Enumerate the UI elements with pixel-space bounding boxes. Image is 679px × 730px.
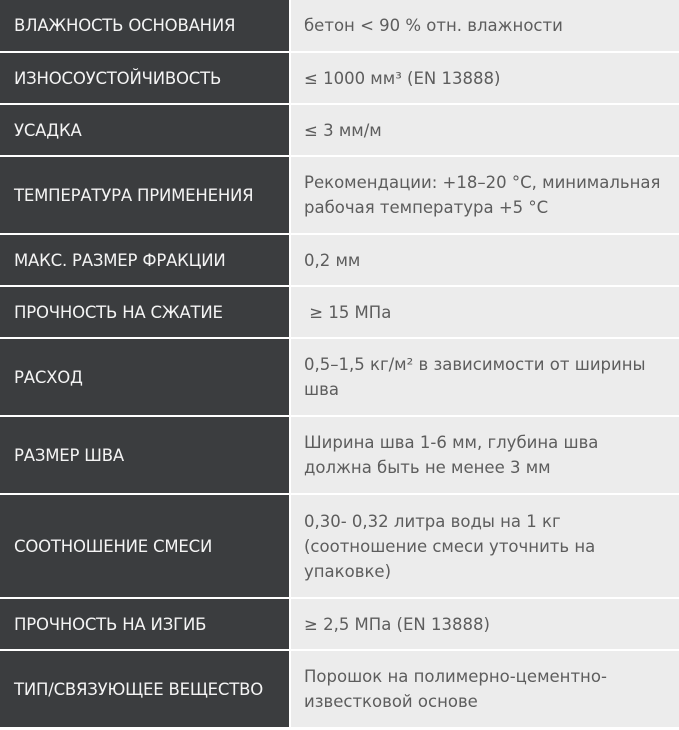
table-row	[0, 338, 679, 416]
table-row	[0, 650, 679, 728]
spec-value-wear-resistance: ≤ 1000 мм³ (EN 13888)	[290, 52, 679, 104]
spec-label-wear-resistance: ИЗНОСОУСТОЙЧИВОСТЬ	[0, 52, 290, 104]
spec-value-shrinkage: ≤ 3 мм/м	[290, 104, 679, 156]
spec-value-application-temperature: Рекомендации: +18–20 °C, минимальная рабочая температура +5 °C	[290, 156, 679, 234]
spec-label-flexural-strength: ПРОЧНОСТЬ НА ИЗГИБ	[0, 598, 290, 650]
spec-label-application-temperature: ТЕМПЕРАТУРА ПРИМЕНЕНИЯ	[0, 156, 290, 234]
table-row	[0, 416, 679, 494]
spec-label-consumption: РАСХОД	[0, 338, 290, 416]
table-row	[0, 156, 679, 234]
spec-value-consumption: 0,5–1,5 кг/м² в зависимости от ширины шва	[290, 338, 679, 416]
spec-value-compressive-strength: ≥ 15 МПа	[290, 286, 679, 338]
table-row	[0, 286, 679, 338]
spec-label-max-fraction-size: МАКС. РАЗМЕР ФРАКЦИИ	[0, 234, 290, 286]
spec-label-joint-size: РАЗМЕР ШВА	[0, 416, 290, 494]
spec-value-substrate-humidity: бетон < 90 % отн. влажности	[290, 0, 679, 52]
table-row	[0, 52, 679, 104]
spec-label-binder-type: ТИП/СВЯЗУЮЩЕЕ ВЕЩЕСТВО	[0, 650, 290, 728]
table-row	[0, 0, 679, 52]
table-row	[0, 598, 679, 650]
spec-label-mixing-ratio: СООТНОШЕНИЕ СМЕСИ	[0, 494, 290, 598]
spec-label-compressive-strength: ПРОЧНОСТЬ НА СЖАТИЕ	[0, 286, 290, 338]
table-row	[0, 494, 679, 598]
spec-value-binder-type: Порошок на полимерно-цементно-известковой основе	[290, 650, 679, 728]
spec-value-flexural-strength: ≥ 2,5 МПа (EN 13888)	[290, 598, 679, 650]
spec-value-max-fraction-size: 0,2 мм	[290, 234, 679, 286]
table-row	[0, 234, 679, 286]
spec-value-joint-size: Ширина шва 1-6 мм, глубина шва должна быть не менее 3 мм	[290, 416, 679, 494]
spec-label-shrinkage: УСАДКА	[0, 104, 290, 156]
spec-value-mixing-ratio: 0,30- 0,32 литра воды на 1 кг (соотношение смеси уточнить на упаковке)	[290, 494, 679, 598]
table-row	[0, 104, 679, 156]
spec-label-substrate-humidity: ВЛАЖНОСТЬ ОСНОВАНИЯ	[0, 0, 290, 52]
